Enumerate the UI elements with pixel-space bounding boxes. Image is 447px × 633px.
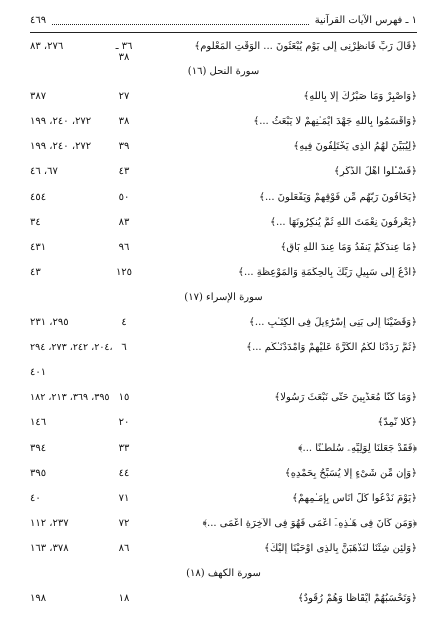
- verse-text: ﴿وَلَئِن شِئْنَا لَنَذْهَبَنَّ بِالَّذِى أَوْحَيْنَا إِلَيْكَ﴾: [264, 542, 417, 554]
- page-number: ٤٦٩: [30, 14, 47, 26]
- verse-row: [30, 538, 417, 563]
- verse-text: ﴿ادْعُ إِلَى سَبِيلِ رَبِّكَ بِالْحِكْمَةِ وَالْمَوْعِظَةِ ...﴾: [238, 266, 417, 278]
- page-references: ٢٩٥، ٢٣١: [30, 317, 69, 329]
- page-references: ٣٩٥، ٣٦٩، ٢١٣، ١٨٢: [30, 392, 110, 404]
- verse-number: ٧٢: [118, 517, 130, 529]
- verse-text: ﴿مَا عِندَكُمْ يَنفَدُ وَمَا عِندَ اللَّهِ بَاقٍ﴾: [280, 241, 417, 253]
- verse-text: ﴿وَإِن مِّن شَىْءٍ إِلَّا يُسَبِّحُ بِحَمْدِهِ﴾: [284, 467, 417, 479]
- surah-heading: سورة الإسراء (١٧): [184, 291, 263, 303]
- verse-row: [30, 86, 417, 111]
- verse-number: ٩٦: [118, 241, 130, 253]
- verse-number: ٨٣: [118, 216, 130, 228]
- verse-row: [30, 136, 417, 161]
- verse-row: [30, 513, 417, 538]
- verse-text: ﴿يَخَافُونَ رَبَّهُم مِّن فَوْقِهِمْ وَيَفْعَلُونَ ...﴾: [259, 191, 417, 203]
- surah-heading-row: [30, 61, 417, 86]
- page-references: ٣٨٧: [30, 91, 47, 103]
- verse-text: ﴿وَاصْبِرْ وَمَا صَبْرُكَ إِلَّا بِاللَّهِ﴾: [303, 91, 417, 103]
- verse-row: [30, 161, 417, 186]
- page-references: ٢٧٢، ٢٤٠، ١٩٩: [30, 141, 92, 153]
- verse-number: ٢٧: [118, 91, 130, 103]
- verse-row: [30, 237, 417, 262]
- page-references: ٤٥٤: [30, 191, 47, 203]
- page-references: ٤٣١: [30, 241, 47, 253]
- verse-number: ١٢٥: [115, 266, 133, 278]
- verse-index-list: [30, 36, 417, 613]
- header-dot-leader: [52, 16, 309, 25]
- verse-text: ﴿فَقَدْ جَعَلْنَا لِوَلِيِّهِۦ سُلْطَـٰنًا ...﴾: [298, 442, 417, 454]
- verse-row: [30, 212, 417, 237]
- verse-text: ﴿وَمَا كُنَّا مُعَذِّبِينَ حَتَّى نَبْعَثَ رَسُولًا﴾: [274, 392, 417, 404]
- verse-row: [30, 36, 417, 61]
- page-references: ٣٤: [30, 216, 41, 228]
- page-references: ١٤٦: [30, 417, 47, 429]
- verse-text: ﴿لِيُبَيِّنَ لَهُمُ الَّذِى يَخْتَلِفُونَ فِيهِ﴾: [293, 141, 417, 153]
- page-references: ٢٠٤، ٢٤٢، ٢٧٣، ٢٩٤،: [30, 342, 113, 354]
- verse-row: [30, 438, 417, 463]
- surah-heading-row: [30, 287, 417, 312]
- verse-row: [30, 187, 417, 212]
- verse-number: ٧١: [118, 492, 130, 504]
- page-refs-continuation-row: [30, 362, 417, 387]
- verse-number: ٥٠: [118, 191, 130, 203]
- verse-row: [30, 337, 417, 362]
- page-references: ٤٠١: [30, 367, 47, 379]
- surah-heading-row: [30, 563, 417, 588]
- verse-text: ﴿يَعْرِفُونَ نِعْمَتَ اللَّهِ ثُمَّ يُنكِرُونَهَا ...﴾: [270, 216, 417, 228]
- header-title: ١ ـ فهرس الآيات القرآنية: [314, 14, 417, 26]
- verse-number: ٨٦: [118, 542, 130, 554]
- page-references: ٢٣٧، ١١٢: [30, 517, 69, 529]
- verse-row: [30, 412, 417, 437]
- surah-heading: سورة النحل (١٦): [187, 66, 260, 78]
- verse-text: ﴿وَمَن كَانَ فِى هَـٰذِهِۦٓ أَعْمَى فَهُوَ فِى الْآخِرَةِ أَعْمَى ...﴾: [202, 517, 417, 529]
- page-references: ٢٧٦، ٨٣: [30, 41, 64, 52]
- verse-row: [30, 387, 417, 412]
- verse-text: ﴿كُلًّا نُّمِدُّ﴾: [377, 417, 417, 429]
- verse-text: ﴿فَسْـَٔلُوا أَهْلَ الذِّكْرِ﴾: [334, 166, 417, 178]
- verse-row: [30, 588, 417, 613]
- verse-number: ٣٣: [118, 442, 130, 454]
- verse-text: ﴿يَوْمَ نَدْعُوا كُلَّ أُنَاسٍ بِإِمَـٰمِهِمْ﴾: [292, 492, 417, 504]
- verse-number: ٦: [121, 342, 127, 354]
- verse-number: ١٥: [118, 392, 130, 404]
- verse-number: ٤: [121, 317, 127, 329]
- page-references: ٣٩٥: [30, 467, 47, 479]
- verse-text: ﴿ثُمَّ رَدَدْنَا لَكُمُ الْكَرَّةَ عَلَيْهِمْ وَأَمْدَدْنَـٰكُم ...﴾: [246, 342, 417, 354]
- page-references: ٦٧، ٤٦: [30, 166, 58, 178]
- verse-row: [30, 262, 417, 287]
- verse-row: [30, 463, 417, 488]
- verse-number: ٣٨: [118, 116, 130, 128]
- page-references: ٢٧٢، ٢٤٠، ١٩٩: [30, 116, 92, 128]
- header-rule: [30, 32, 417, 33]
- verse-number: ٣٦ ـ ٣٨: [115, 41, 133, 63]
- verse-number: ٤٣: [118, 166, 130, 178]
- verse-row: [30, 111, 417, 136]
- page-references: ٣٧٨، ١٦٣: [30, 542, 69, 554]
- page-references: ٤٣: [30, 266, 41, 278]
- verse-text: ﴿وَتَحْسَبُهُمْ أَيْقَاظًا وَهُمْ رُقُودٌ﴾: [297, 593, 417, 605]
- page-references: ٤٠: [30, 492, 41, 504]
- verse-number: ١٨: [118, 593, 130, 605]
- page-references: ١٩٨: [30, 593, 47, 605]
- verse-text: ﴿وَقَضَيْنَا إِلَى بَنِى إِسْرَٰٓءِيلَ فِى الْكِتَـٰبِ ...﴾: [249, 317, 417, 329]
- verse-text: ﴿وَأَقْسَمُوا بِاللَّهِ جَهْدَ أَيْمَـٰنِهِمْ لَا يَبْعَثُ ...﴾: [253, 116, 417, 128]
- page-header: [30, 12, 417, 28]
- surah-heading: سورة الكهف (١٨): [186, 567, 261, 579]
- verse-number: ٣٩: [118, 141, 130, 153]
- verse-number: ٢٠: [118, 417, 130, 429]
- verse-row: [30, 488, 417, 513]
- page-references: ٣٩٤: [30, 442, 47, 454]
- verse-text: ﴿قَالَ رَبِّ فَأَنظِرْنِى إِلَى يَوْمِ يُبْعَثُونَ ... الْوَقْتِ الْمَعْلُومِ﴾: [194, 41, 417, 52]
- verse-number: ٤٤: [118, 467, 130, 479]
- verse-row: [30, 312, 417, 337]
